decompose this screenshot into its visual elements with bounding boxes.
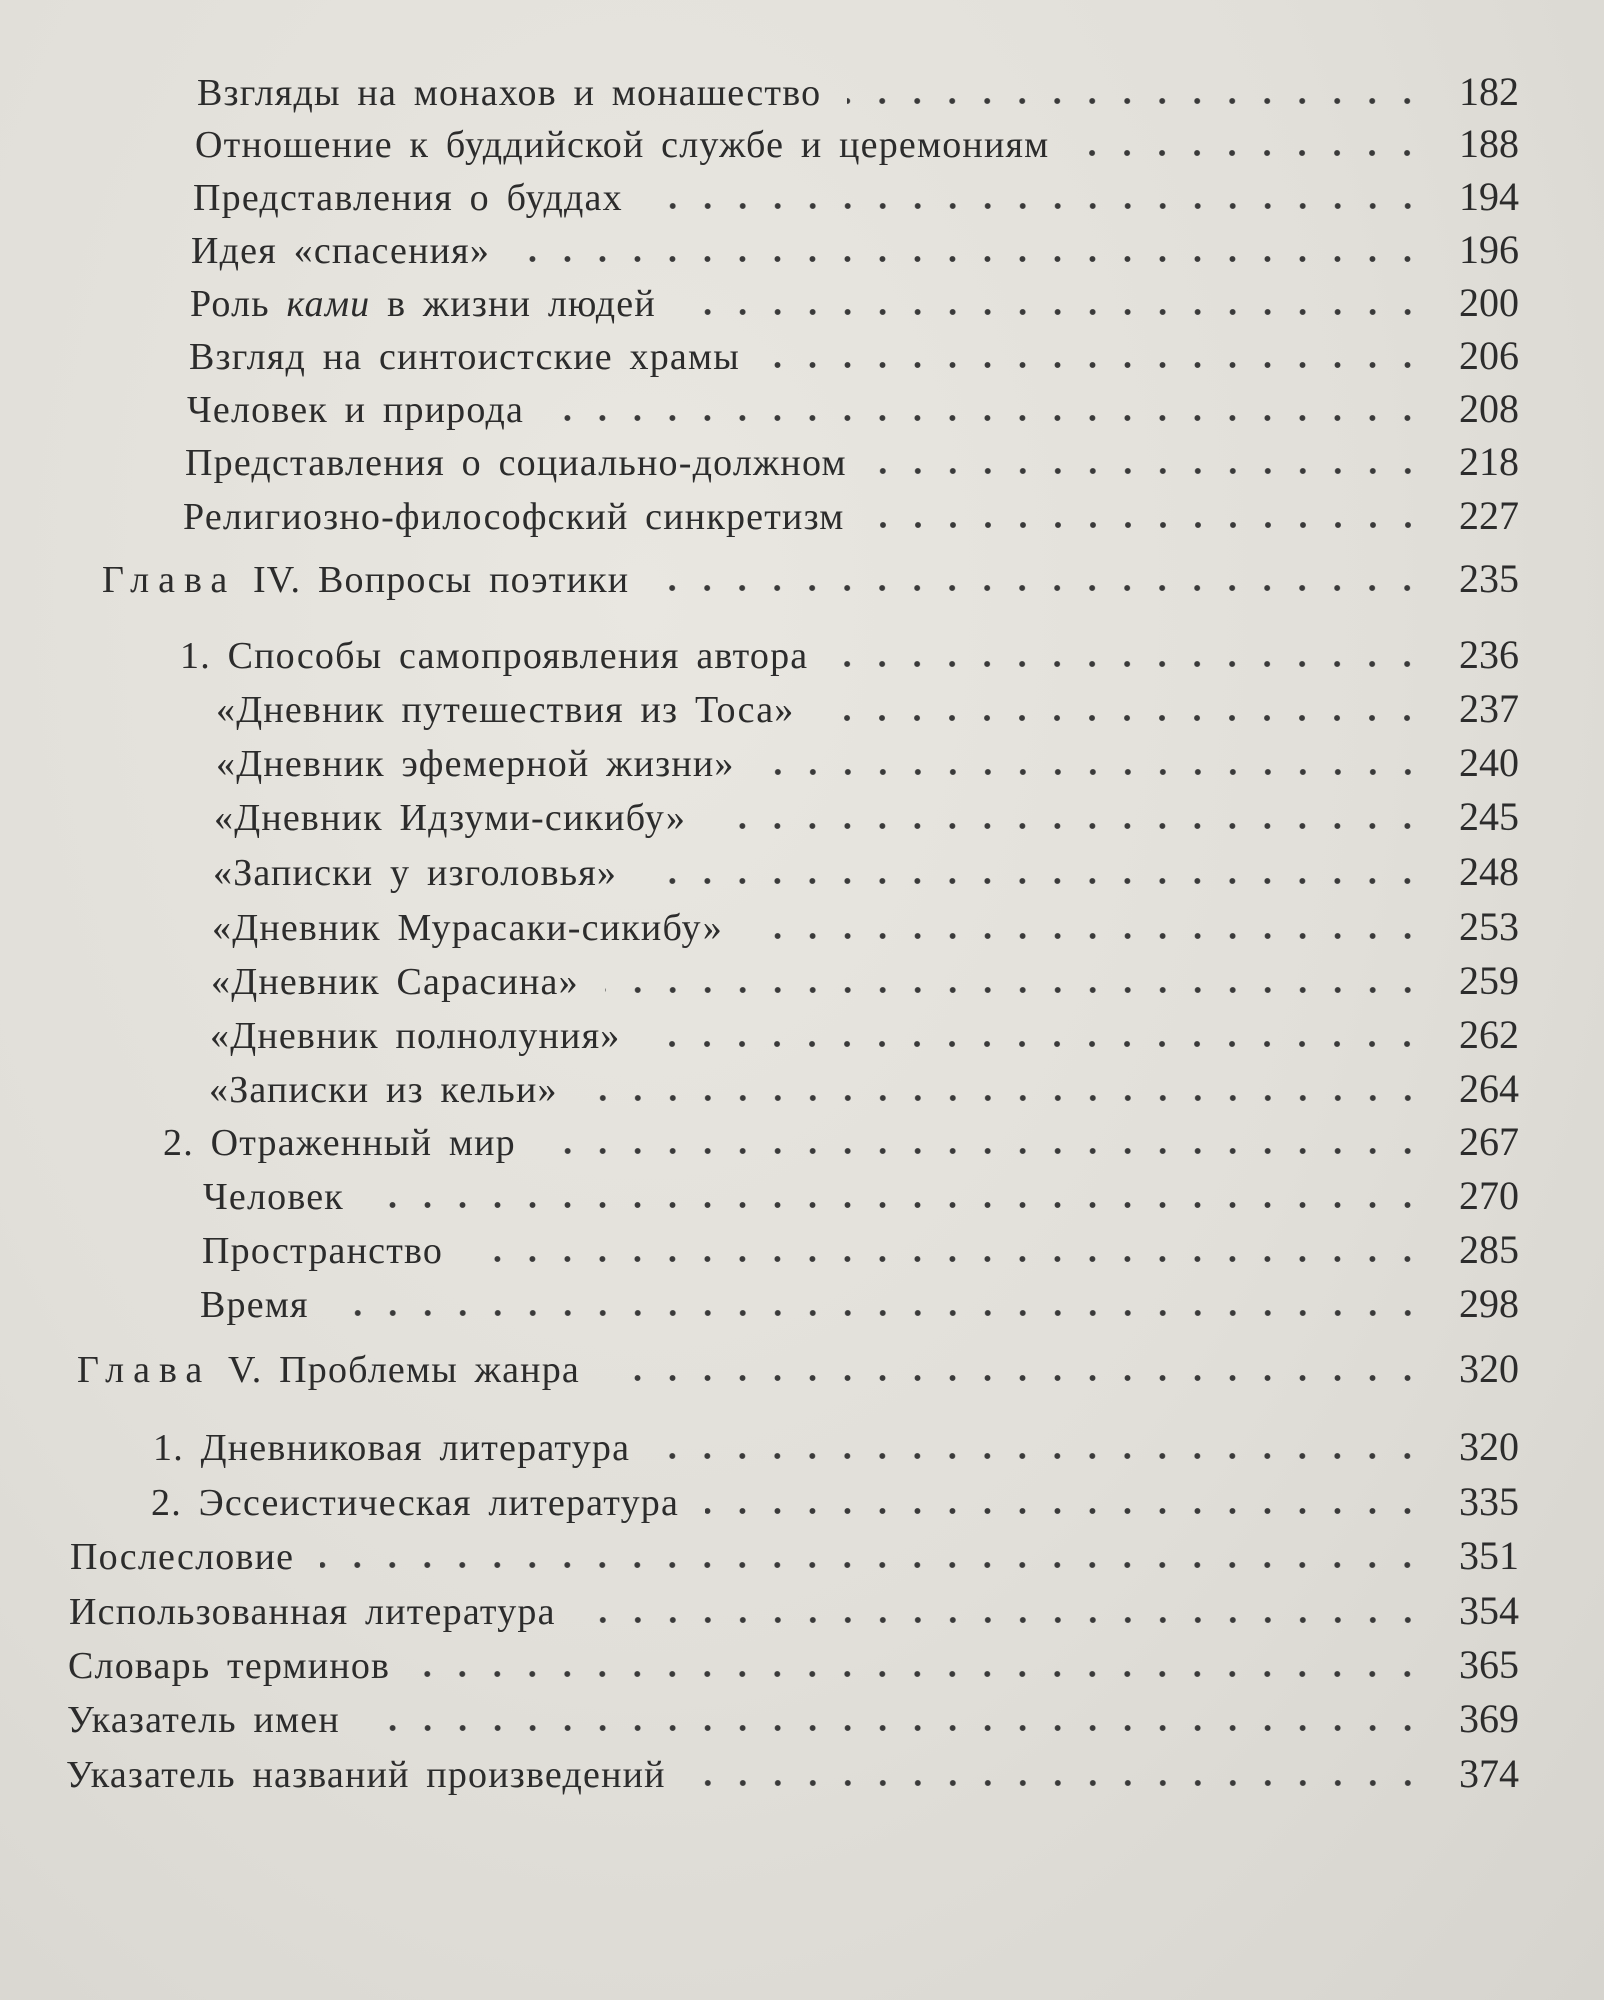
- dot-leader: [682, 308, 1425, 316]
- toc-entry-page: 262: [1459, 1012, 1519, 1057]
- toc-entry-title: Отношение к буддийской службе и церемониям: [195, 124, 1050, 166]
- toc-entry-page: 369: [1459, 1696, 1519, 1741]
- toc-entry: [68, 1641, 1519, 1689]
- dot-leader: [320, 1561, 1425, 1569]
- dot-leader: [655, 584, 1425, 592]
- toc-entry-title: Словарь терминов: [68, 1645, 391, 1687]
- dot-leader: [705, 1507, 1425, 1515]
- toc-entry-title: Человек: [203, 1176, 344, 1218]
- toc-entry: [153, 1423, 1519, 1471]
- toc-entry: [180, 631, 1519, 679]
- toc-entry-title: 1. Способы самопроявления автора: [180, 635, 809, 677]
- dot-leader: [766, 361, 1425, 369]
- toc-entry-page: 351: [1459, 1533, 1519, 1578]
- toc-entry-title: Использованная литература: [69, 1591, 556, 1633]
- toc-entry: [195, 120, 1519, 168]
- dot-leader: [761, 768, 1425, 776]
- toc-entry: [163, 1118, 1519, 1166]
- toc-entry: [70, 1532, 1519, 1580]
- toc-entry-title: «Записки у изголовья»: [213, 852, 618, 894]
- toc-entry-page: 374: [1459, 1751, 1519, 1796]
- toc-entry-page: 227: [1459, 493, 1519, 538]
- toc-entry-page: 354: [1459, 1588, 1519, 1633]
- toc-entry: [187, 385, 1519, 433]
- toc-entry: [210, 1011, 1519, 1059]
- toc-entry-page: 253: [1459, 904, 1519, 949]
- toc-entry-title: 2. Эссеистическая литература: [151, 1482, 680, 1524]
- toc-entry-title: «Записки из кельи»: [209, 1069, 558, 1111]
- toc-entry: [214, 793, 1519, 841]
- toc-entry-page: 235: [1459, 556, 1519, 601]
- toc-entry: [193, 173, 1519, 221]
- toc-entry-title-italic: ками: [286, 283, 371, 325]
- toc-entry: [216, 739, 1519, 787]
- dot-leader: [820, 714, 1425, 722]
- dot-leader: [646, 1040, 1425, 1048]
- toc-entry: [189, 332, 1519, 380]
- toc-entry-title: 1. Дневниковая литература: [153, 1427, 631, 1469]
- toc-entry-page: 196: [1459, 227, 1519, 272]
- toc-entry-title: Взгляды на монахов и монашество: [197, 72, 822, 114]
- chapter-label: Глава: [102, 559, 237, 601]
- dot-leader: [712, 822, 1425, 830]
- toc-entry-title: Человек и природа: [187, 389, 525, 431]
- toc-entry: [191, 226, 1519, 274]
- toc-entry-title: [77, 1346, 580, 1394]
- toc-entry-page: 206: [1459, 333, 1519, 378]
- toc-entry-title: 2. Отраженный мир: [163, 1122, 516, 1164]
- toc-entry: [69, 1587, 1519, 1635]
- toc-entry-title-part: в жизни людей: [370, 283, 656, 325]
- toc-entry: [216, 685, 1519, 733]
- toc-entry: [200, 1280, 1519, 1328]
- toc-entry-page: 267: [1459, 1119, 1519, 1164]
- toc-chapter-heading: [102, 555, 1519, 603]
- toc-entry: [197, 68, 1519, 116]
- toc-entry-page: 270: [1459, 1173, 1519, 1218]
- toc-entry-page: 208: [1459, 386, 1519, 431]
- toc-entry-title: «Дневник эфемерной жизни»: [216, 743, 735, 785]
- dot-leader: [606, 1374, 1425, 1382]
- toc-entry-page: 245: [1459, 794, 1519, 839]
- toc-entry-page: 264: [1459, 1066, 1519, 1111]
- toc-entry-title: Пространство: [202, 1230, 444, 1272]
- dot-leader: [649, 202, 1425, 210]
- dot-leader: [469, 1255, 1425, 1263]
- dot-leader: [542, 1147, 1425, 1155]
- toc-entry-page: 320: [1459, 1346, 1519, 1391]
- toc-entry-title: «Дневник путешествия из Тоса»: [216, 689, 795, 731]
- toc-entry-title: Представления о буддах: [193, 177, 623, 219]
- dot-leader: [366, 1724, 1425, 1732]
- toc-entry-title: «Дневник Идзуми-сикибу»: [214, 797, 687, 839]
- toc-entry-title: [190, 280, 656, 328]
- toc-entry-page: 188: [1459, 121, 1519, 166]
- toc-entry-title: [102, 556, 629, 604]
- dot-leader: [656, 1452, 1425, 1460]
- dot-leader: [749, 932, 1425, 940]
- toc-entry-title: Указатель имен: [67, 1699, 340, 1741]
- chapter-title: V. Проблемы жанра: [227, 1349, 580, 1391]
- dot-leader: [584, 1094, 1425, 1102]
- toc-entry-title: «Дневник Мурасаки-сикибу»: [212, 907, 723, 949]
- toc-entry-page: 237: [1459, 686, 1519, 731]
- dot-leader: [370, 1201, 1425, 1209]
- toc-entry-page: 298: [1459, 1281, 1519, 1326]
- dot-leader: [643, 877, 1425, 885]
- toc-entry-title: «Дневник полнолуния»: [210, 1015, 621, 1057]
- toc-entry-page: 259: [1459, 958, 1519, 1003]
- toc-entry-title: Взгляд на синтоистские храмы: [189, 336, 740, 378]
- toc-entry-page: 285: [1459, 1227, 1519, 1272]
- dot-leader: [847, 97, 1425, 105]
- dot-leader: [582, 1616, 1425, 1624]
- toc-entry: [203, 1172, 1519, 1220]
- toc-entry: [202, 1226, 1519, 1274]
- toc-entry: [151, 1478, 1519, 1526]
- dot-leader: [550, 414, 1425, 422]
- dot-leader: [516, 255, 1425, 263]
- toc-entry-page: 200: [1459, 280, 1519, 325]
- toc-entry: [212, 903, 1519, 951]
- toc-entry-title: Религиозно-философский синкретизм: [183, 496, 845, 538]
- chapter-label: Глава: [77, 1349, 212, 1391]
- chapter-title: IV. Вопросы поэтики: [252, 559, 630, 601]
- toc-entry: [185, 438, 1519, 486]
- toc-entry: [209, 1065, 1519, 1113]
- dot-leader: [335, 1309, 1425, 1317]
- dot-leader: [416, 1670, 1425, 1678]
- toc-entry-page: 240: [1459, 740, 1519, 785]
- toc-entry-page: 236: [1459, 632, 1519, 677]
- dot-leader: [873, 467, 1425, 475]
- toc-entry-page: 182: [1459, 69, 1519, 114]
- toc-entry: [67, 1695, 1519, 1743]
- toc-entry-title: Указатель названий произведений: [66, 1754, 666, 1796]
- toc-entry-title: Послесловие: [70, 1536, 295, 1578]
- toc-chapter-heading: [77, 1345, 1519, 1393]
- dot-leader: [605, 986, 1425, 994]
- toc-entry-page: 365: [1459, 1642, 1519, 1687]
- toc-entry-page: 218: [1459, 439, 1519, 484]
- toc-entry-title: Представления о социально-должном: [185, 442, 847, 484]
- toc-entry-page: 320: [1459, 1424, 1519, 1469]
- toc-entry-title-part: Роль: [190, 283, 287, 325]
- toc-entry-page: 194: [1459, 174, 1519, 219]
- toc-entry: [66, 1750, 1519, 1798]
- toc-entry-title: Время: [200, 1284, 309, 1326]
- dot-leader: [871, 521, 1425, 529]
- toc-entry-title: Идея «спасения»: [191, 230, 491, 272]
- toc-entry: [183, 492, 1519, 540]
- toc-entry-page: 335: [1459, 1479, 1519, 1524]
- toc-entry: [211, 957, 1519, 1005]
- dot-leader: [834, 660, 1425, 668]
- dot-leader: [1075, 149, 1425, 157]
- dot-leader: [692, 1779, 1425, 1787]
- toc-entry: [190, 279, 1519, 327]
- toc-entry: [213, 848, 1519, 896]
- toc-entry-page: 248: [1459, 849, 1519, 894]
- toc-entry-title: «Дневник Сарасина»: [211, 961, 579, 1003]
